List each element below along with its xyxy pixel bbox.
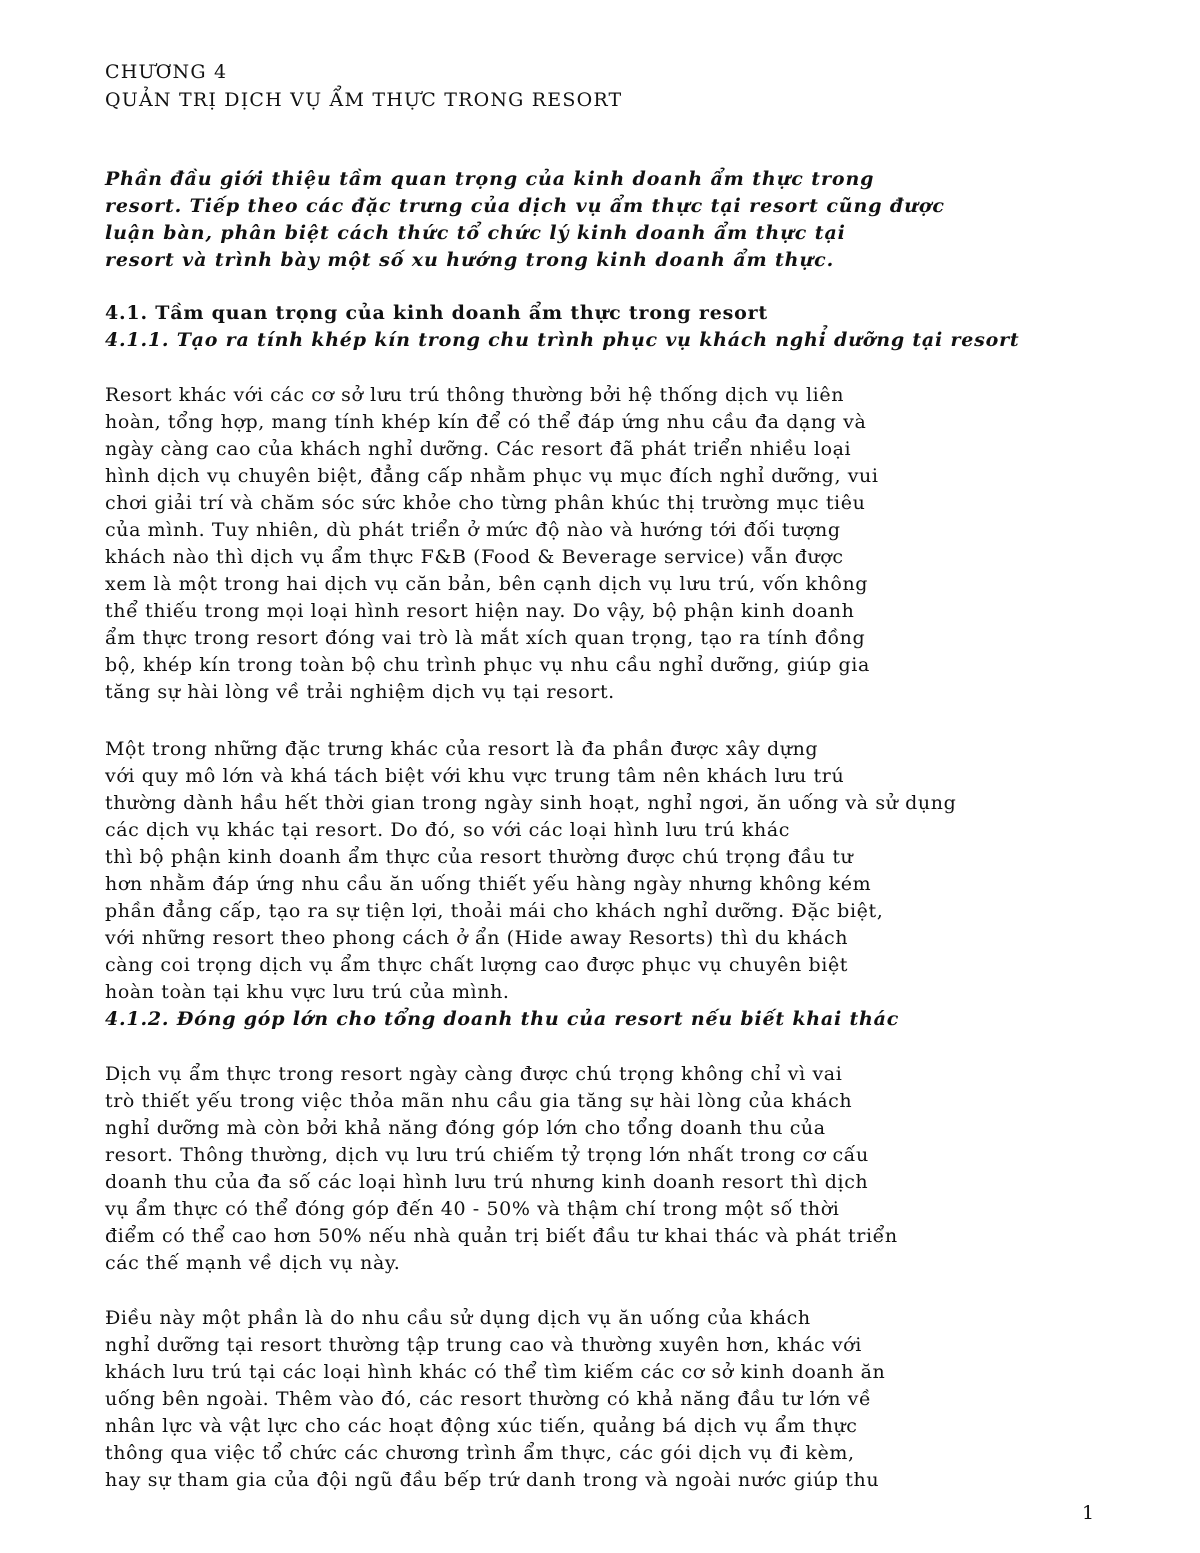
section-heading-4-1: 4.1. Tầm quan trọng của kinh doanh ẩm thực trong resort <box>105 302 768 324</box>
text-line: các dịch vụ khác tại resort. Do đó, so với các loại hình lưu trú khác <box>105 819 791 841</box>
section-4-1 <box>105 300 1020 354</box>
text-line: ẩm thực trong resort đóng vai trò là mắt xích quan trọng, tạo ra tính đồng <box>105 627 866 649</box>
text-line: Dịch vụ ẩm thực trong resort ngày càng được chú trọng không chỉ vì vai <box>105 1063 843 1085</box>
intro-line: resort và trình bày một số xu hướng trong kinh doanh ẩm thực. <box>105 249 835 271</box>
text-line: ngày càng cao của khách nghỉ dưỡng. Các resort đã phát triển nhiều loại <box>105 438 852 460</box>
text-line: Điều này một phần là do nhu cầu sử dụng dịch vụ ăn uống của khách <box>105 1307 811 1329</box>
intro-line: resort. Tiếp theo các đặc trưng của dịch vụ ẩm thực tại resort cũng được <box>105 195 945 217</box>
chapter-label: CHƯƠNG 4 <box>105 61 228 83</box>
chapter-intro <box>105 166 945 274</box>
text-line: Một trong những đặc trưng khác của resort là đa phần được xây dựng <box>105 738 819 760</box>
text-line: điểm có thể cao hơn 50% nếu nhà quản trị biết đầu tư khai thác và phát triển <box>105 1225 898 1247</box>
paragraph-4-1-2-a <box>105 1061 898 1277</box>
text-line: bộ, khép kín trong toàn bộ chu trình phục vụ nhu cầu nghỉ dưỡng, giúp gia <box>105 654 870 676</box>
text-line: hơn nhằm đáp ứng nhu cầu ăn uống thiết yếu hàng ngày nhưng không kém <box>105 873 872 895</box>
text-line: vụ ẩm thực có thể đóng góp đến 40 - 50% và thậm chí trong một số thời <box>105 1198 840 1220</box>
text-line: thể thiếu trong mọi loại hình resort hiện nay. Do vậy, bộ phận kinh doanh <box>105 600 855 622</box>
paragraph-4-1-1-b <box>105 736 956 1033</box>
text-line: thông qua việc tổ chức các chương trình ẩm thực, các gói dịch vụ đi kèm, <box>105 1442 855 1464</box>
intro-line: luận bàn, phân biệt cách thức tổ chức lý kinh doanh ẩm thực tại <box>105 222 846 244</box>
text-line: thì bộ phận kinh doanh ẩm thực của resort thường được chú trọng đầu tư <box>105 846 854 868</box>
page-number: 1 <box>1082 1502 1095 1524</box>
text-line: hình dịch vụ chuyên biệt, đẳng cấp nhằm phục vụ mục đích nghỉ dưỡng, vui <box>105 465 879 487</box>
text-line: uống bên ngoài. Thêm vào đó, các resort thường có khả năng đầu tư lớn về <box>105 1388 872 1410</box>
text-line: khách lưu trú tại các loại hình khác có thể tìm kiếm các cơ sở kinh doanh ăn <box>105 1361 886 1383</box>
text-line: hay sự tham gia của đội ngũ đầu bếp trứ danh trong và ngoài nước giúp thu <box>105 1469 880 1491</box>
chapter-header <box>105 58 622 114</box>
text-line: nghỉ dưỡng mà còn bởi khả năng đóng góp lớn cho tổng doanh thu của <box>105 1117 826 1139</box>
text-line: của mình. Tuy nhiên, dù phát triển ở mức độ nào và hướng tới đối tượng <box>105 519 841 541</box>
text-line: với những resort theo phong cách ở ẩn (Hide away Resorts) thì du khách <box>105 927 849 949</box>
text-line: chơi giải trí và chăm sóc sức khỏe cho từng phân khúc thị trường mục tiêu <box>105 492 866 514</box>
text-line: tăng sự hài lòng về trải nghiệm dịch vụ tại resort. <box>105 681 615 703</box>
text-line: doanh thu của đa số các loại hình lưu trú nhưng kinh doanh resort thì dịch <box>105 1171 869 1193</box>
text-line: hoàn toàn tại khu vực lưu trú của mình. <box>105 981 510 1003</box>
text-line: phần đẳng cấp, tạo ra sự tiện lợi, thoải mái cho khách nghỉ dưỡng. Đặc biệt, <box>105 900 884 922</box>
text-line: Resort khác với các cơ sở lưu trú thông thường bởi hệ thống dịch vụ liên <box>105 384 845 406</box>
chapter-title: QUẢN TRỊ DỊCH VỤ ẨM THỰC TRONG RESORT <box>105 89 623 111</box>
text-line: nghỉ dưỡng tại resort thường tập trung cao và thường xuyên hơn, khác với <box>105 1334 862 1356</box>
subsection-heading-4-1-2: 4.1.2. Đóng góp lớn cho tổng doanh thu của resort nếu biết khai thác <box>105 1008 900 1030</box>
text-line: thường dành hầu hết thời gian trong ngày sinh hoạt, nghỉ ngơi, ăn uống và sử dụng <box>105 792 957 814</box>
text-line: xem là một trong hai dịch vụ căn bản, bên cạnh dịch vụ lưu trú, vốn không <box>105 573 869 595</box>
text-line: càng coi trọng dịch vụ ẩm thực chất lượng cao được phục vụ chuyên biệt <box>105 954 849 976</box>
text-line: hoàn, tổng hợp, mang tính khép kín để có thể đáp ứng nhu cầu đa dạng và <box>105 411 867 433</box>
text-line: nhân lực và vật lực cho các hoạt động xúc tiến, quảng bá dịch vụ ẩm thực <box>105 1415 858 1437</box>
paragraph-4-1-1-a <box>105 382 879 706</box>
subsection-heading-4-1-1: 4.1.1. Tạo ra tính khép kín trong chu trình phục vụ khách nghỉ dưỡng tại resort <box>105 329 1020 351</box>
text-line: resort. Thông thường, dịch vụ lưu trú chiếm tỷ trọng lớn nhất trong cơ cấu <box>105 1144 869 1166</box>
intro-line: Phần đầu giới thiệu tầm quan trọng của kinh doanh ẩm thực trong <box>105 168 875 190</box>
paragraph-4-1-2-b <box>105 1305 885 1494</box>
text-line: trò thiết yếu trong việc thỏa mãn nhu cầu gia tăng sự hài lòng của khách <box>105 1090 853 1112</box>
text-line: khách nào thì dịch vụ ẩm thực F&B (Food & Beverage service) vẫn được <box>105 546 844 568</box>
text-line: các thế mạnh về dịch vụ này. <box>105 1252 401 1274</box>
text-line: với quy mô lớn và khá tách biệt với khu vực trung tâm nên khách lưu trú <box>105 765 845 787</box>
